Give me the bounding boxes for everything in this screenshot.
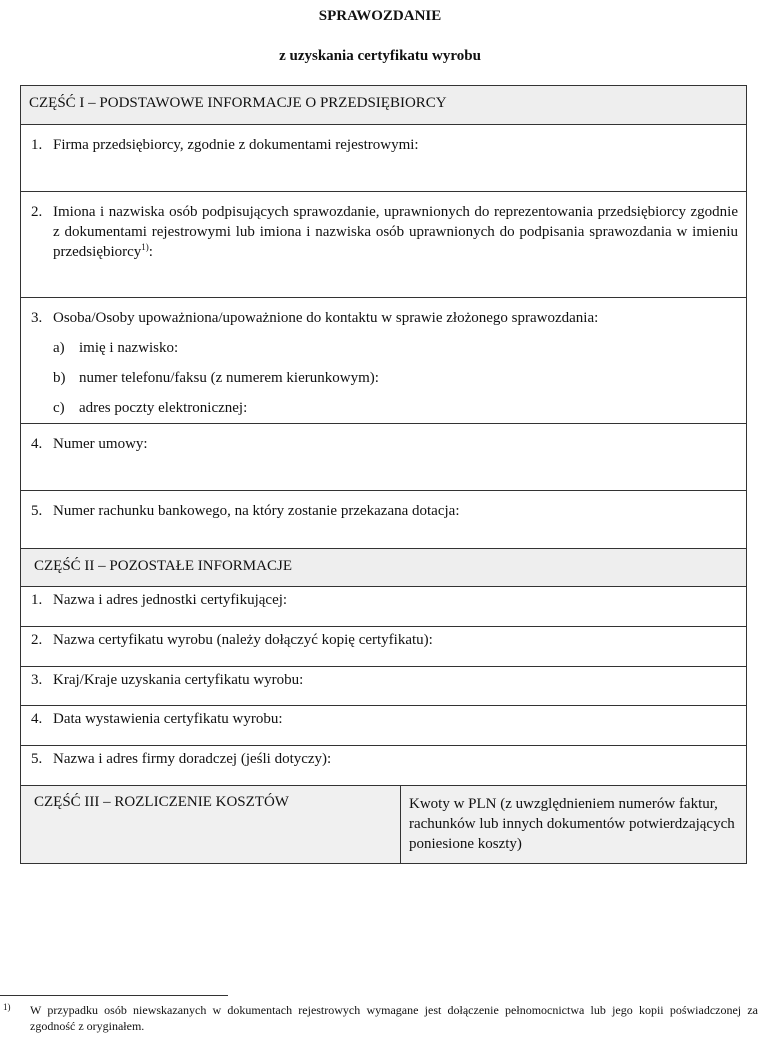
item-number: 4. xyxy=(31,711,43,727)
subitem-name[interactable] xyxy=(53,338,738,358)
part1-item-2[interactable] xyxy=(21,192,746,298)
footnote xyxy=(0,1002,760,1034)
item-label: Nazwa i adres jednostki certyfikującej: xyxy=(53,592,288,608)
item-label-suffix: : xyxy=(148,244,153,260)
item-label: Data wystawienia certyfikatu wyrobu: xyxy=(53,711,283,727)
part2-item-3[interactable] xyxy=(21,667,746,706)
footnote-reference: 1) xyxy=(141,242,149,252)
part2-item-1[interactable] xyxy=(21,587,746,627)
part2-header: CZĘŚĆ II – POZOSTAŁE INFORMACJE xyxy=(21,549,746,587)
part1-item-3[interactable] xyxy=(21,298,746,424)
document-title: SPRAWOZDANIE xyxy=(318,8,442,24)
item-number: 3. xyxy=(31,310,43,326)
subitem-letter: c) xyxy=(53,400,65,416)
item-number: 5. xyxy=(31,751,43,767)
item-label: Nazwa i adres firmy doradczej (jeśli dotyczy): xyxy=(53,751,332,767)
part3-header: CZĘŚĆ III – ROZLICZENIE KOSZTÓW xyxy=(21,786,401,863)
item-label: Osoba/Osoby upoważniona/upoważnione do kontaktu w sprawie złożonego sprawozdania: xyxy=(53,310,599,326)
item-number: 2. xyxy=(31,204,43,220)
part1-item-1[interactable] xyxy=(21,125,746,192)
item-number: 4. xyxy=(31,436,43,452)
part2-item-4[interactable] xyxy=(21,706,746,746)
item-label: Imiona i nazwiska osób podpisujących sprawozdanie, uprawnionych do reprezentowania przedsiębiorcy zgodnie z dokumentami rejestrowymi lub imiona i nazwiska osób uprawnionych do podpisania sprawozdania w imieniu przedsiębiorcy xyxy=(53,204,738,260)
item-number: 3. xyxy=(31,672,43,688)
item-number: 5. xyxy=(31,503,43,519)
subitem-letter: b) xyxy=(53,370,66,386)
part3-amounts-label: Kwoty w PLN (z uwzględnieniem numerów faktur, rachunków lub innych dokumentów potwierdzających poniesione koszty) xyxy=(409,796,735,852)
item-number: 1. xyxy=(31,137,43,153)
subitem-label: numer telefonu/faksu (z numerem kierunkowym): xyxy=(79,370,379,386)
footnote-divider xyxy=(0,995,228,996)
part2-item-5[interactable] xyxy=(21,746,746,786)
footnote-mark: 1) xyxy=(3,1002,11,1012)
item-label: Numer rachunku bankowego, na który zostanie przekazana dotacja: xyxy=(53,503,460,519)
footnote-text: W przypadku osób niewskazanych w dokumentach rejestrowych wymagane jest dołączenie pełnomocnictwa lub jego kopii poświadczonej za zgodność z oryginałem. xyxy=(30,1003,758,1033)
part1-item-5[interactable] xyxy=(21,491,746,549)
part1-item-4[interactable] xyxy=(21,424,746,491)
subitem-email[interactable] xyxy=(53,398,738,418)
item-label: Firma przedsiębiorcy, zgodnie z dokumentami rejestrowymi: xyxy=(53,137,419,153)
report-form xyxy=(20,85,747,864)
part2-item-2[interactable] xyxy=(21,627,746,667)
item-number: 1. xyxy=(31,592,43,608)
item-number: 2. xyxy=(31,632,43,648)
item-label: Numer umowy: xyxy=(53,436,148,452)
subitem-phone[interactable] xyxy=(53,368,738,388)
item-label-wrapper xyxy=(53,202,738,262)
item-label: Nazwa certyfikatu wyrobu (należy dołączyć kopię certyfikatu): xyxy=(53,632,433,648)
item-label: Kraj/Kraje uzyskania certyfikatu wyrobu: xyxy=(53,672,304,688)
subitem-label: adres poczty elektronicznej: xyxy=(79,400,248,416)
part1-header: CZĘŚĆ I – PODSTAWOWE INFORMACJE O PRZEDSIĘBIORCY xyxy=(21,86,746,125)
document-subtitle: z uzyskania certyfikatu wyrobu xyxy=(279,48,481,64)
subitem-label: imię i nazwisko: xyxy=(79,340,179,356)
subitem-letter: a) xyxy=(53,340,65,356)
part3-section xyxy=(21,786,746,863)
